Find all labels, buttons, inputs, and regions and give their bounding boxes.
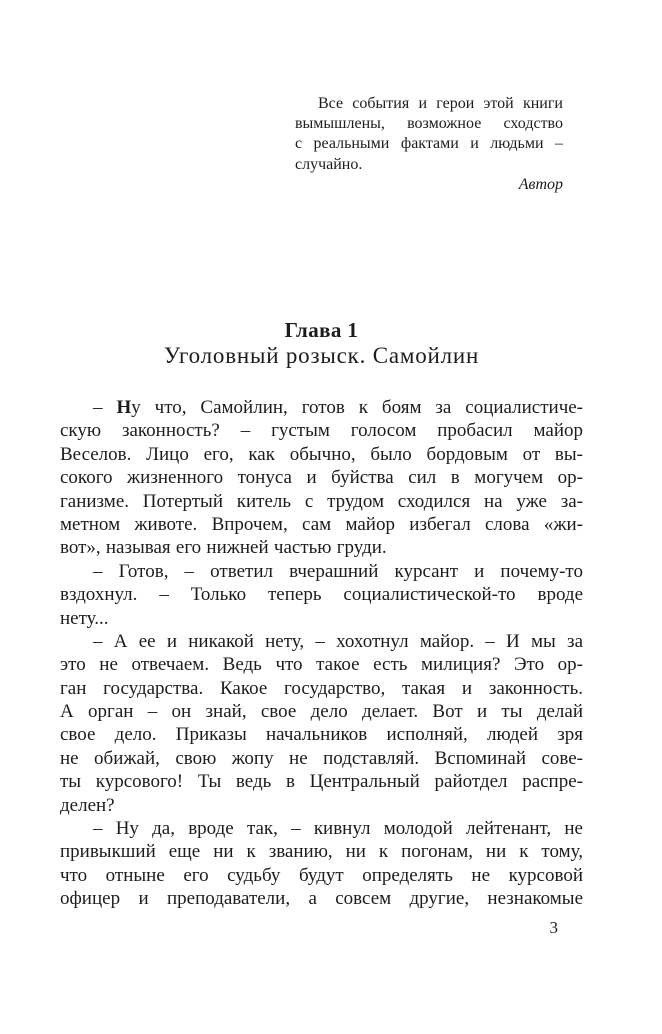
body-line: – Ну что, Самойлин, готов к боям за социалистиче- bbox=[93, 397, 584, 418]
body-line: – Ну да, вроде так, – кивнул молодой лейтенант, не bbox=[93, 818, 583, 840]
body-line: что отныне его судьбу будут определять не курсовой bbox=[60, 864, 583, 886]
epigraph-attribution: Автор bbox=[518, 175, 563, 193]
body-line: ганизме. Потертый китель с трудом сходился на уже за- bbox=[60, 490, 583, 512]
body-line: делен? bbox=[60, 794, 115, 816]
page-number: 3 bbox=[549, 918, 558, 937]
body-line: сокого жизненного тонуса и буйства сил в могучем ор- bbox=[60, 467, 583, 489]
epigraph-lines bbox=[295, 94, 563, 175]
body-line: вот», называя его нижней частью груди. bbox=[60, 537, 387, 559]
body-line: свое дело. Приказы начальников исполняй, людей зря bbox=[60, 724, 583, 746]
body-line: ты курсового! Ты ведь в Центральный райотдел распре- bbox=[60, 771, 583, 793]
body-line: офицер и преподаватели, а совсем другие, незнакомые bbox=[60, 888, 583, 910]
body-line: нету... bbox=[60, 607, 109, 629]
body-line: ган государства. Какое государство, такая и законность. bbox=[60, 677, 583, 699]
body-line: Веселов. Лицо его, как обычно, было бордовым от вы- bbox=[60, 443, 583, 465]
body-line: – Готов, – ответил вчерашний курсант и почему-то bbox=[93, 560, 583, 582]
epigraph-line: вымышлены, возможное сходство bbox=[295, 115, 563, 133]
epigraph bbox=[295, 94, 563, 195]
body-line: А орган – он знай, свое дело делает. Вот и ты делай bbox=[60, 701, 583, 723]
epigraph-line: Все события и герои этой книги bbox=[318, 95, 563, 112]
body-line: это не отвечаем. Ведь что такое есть милиция? Это ор- bbox=[60, 654, 583, 676]
body-line: вздохнул. – Только теперь социалистической-то вроде bbox=[60, 584, 583, 606]
chapter-label: Глава 1 bbox=[284, 318, 359, 342]
body-line: не обижай, свою жопу не подставляй. Вспоминай сове- bbox=[60, 747, 583, 769]
body-line: привыкший еще ни к званию, ни к погонам, ни к тому, bbox=[60, 841, 583, 863]
chapter-title: Уголовный розыск. Самойлин bbox=[163, 343, 480, 368]
body-text bbox=[60, 396, 583, 911]
body-line: скую законность? – густым голосом пробасил майор bbox=[60, 420, 583, 442]
body-line: – А ее и никакой нету, – хохотнул майор. – И мы за bbox=[93, 630, 583, 652]
body-line: метном животе. Впрочем, сам майор избегал слова «жи- bbox=[60, 513, 583, 535]
chapter-heading bbox=[60, 318, 583, 369]
epigraph-line: случайно. bbox=[295, 155, 363, 173]
epigraph-line: с реальными фактами и людьми – bbox=[295, 135, 563, 153]
